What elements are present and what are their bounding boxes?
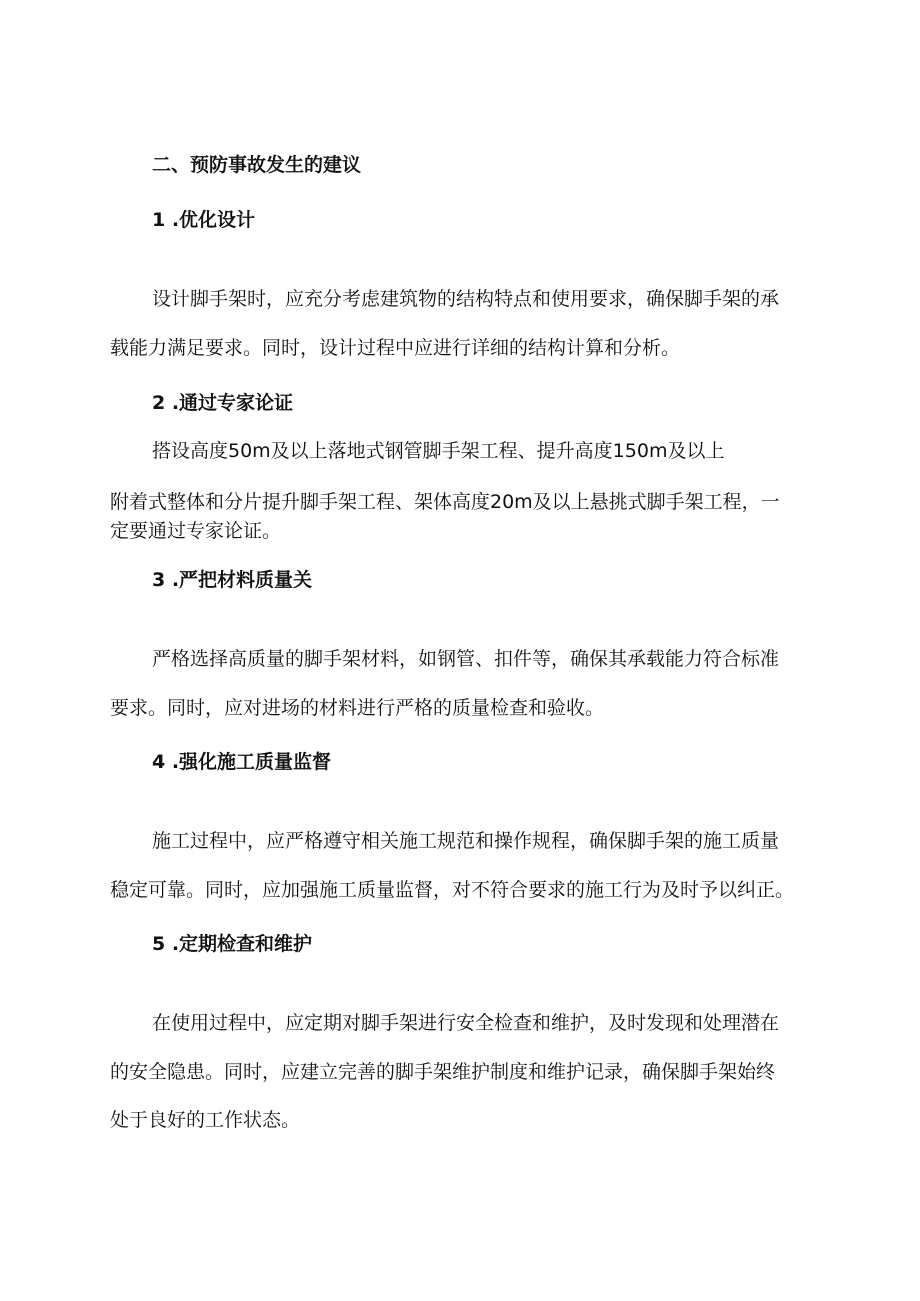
item-heading-1: 1 .优化设计 xyxy=(152,209,256,231)
paragraph-2-line-3: 定要通过专家论证。 xyxy=(110,520,282,542)
paragraph-3-line-2: 要求。同时，应对进场的材料进行严格的质量检查和验收。 xyxy=(110,697,605,719)
item-heading-3: 3 .严把材料质量关 xyxy=(152,569,313,591)
paragraph-1-line-1: 设计脚手架时，应充分考虑建筑物的结构特点和使用要求，确保脚手架的承 xyxy=(152,288,780,310)
paragraph-5-line-3: 处于良好的工作状态。 xyxy=(110,1109,301,1131)
paragraph-2-line-2: 附着式整体和分片提升脚手架工程、架体高度20m及以上悬挑式脚手架工程，一 xyxy=(110,491,780,513)
section-title: 二、预防事故发生的建议 xyxy=(152,154,362,176)
item-heading-4: 4 .强化施工质量监督 xyxy=(152,751,332,773)
paragraph-5-line-1: 在使用过程中，应定期对脚手架进行安全检查和维护，及时发现和处理潜在 xyxy=(152,1012,780,1034)
item-heading-5: 5 .定期检查和维护 xyxy=(152,933,313,955)
paragraph-3-line-1: 严格选择高质量的脚手架材料，如钢管、扣件等，确保其承载能力符合标准 xyxy=(152,648,780,670)
item-heading-2: 2 .通过专家论证 xyxy=(152,392,294,414)
paragraph-4-line-2: 稳定可靠。同时，应加强施工质量监督，对不符合要求的施工行为及时予以纠正。 xyxy=(110,879,795,901)
paragraph-2-line-1: 搭设高度50m及以上落地式钢管脚手架工程、提升高度150m及以上 xyxy=(152,440,725,462)
paragraph-4-line-1: 施工过程中，应严格遵守相关施工规范和操作规程，确保脚手架的施工质量 xyxy=(152,830,780,852)
paragraph-5-line-2: 的安全隐患。同时，应建立完善的脚手架维护制度和维护记录，确保脚手架始终 xyxy=(110,1061,776,1083)
paragraph-1-line-2: 载能力满足要求。同时，设计过程中应进行详细的结构计算和分析。 xyxy=(110,337,681,359)
